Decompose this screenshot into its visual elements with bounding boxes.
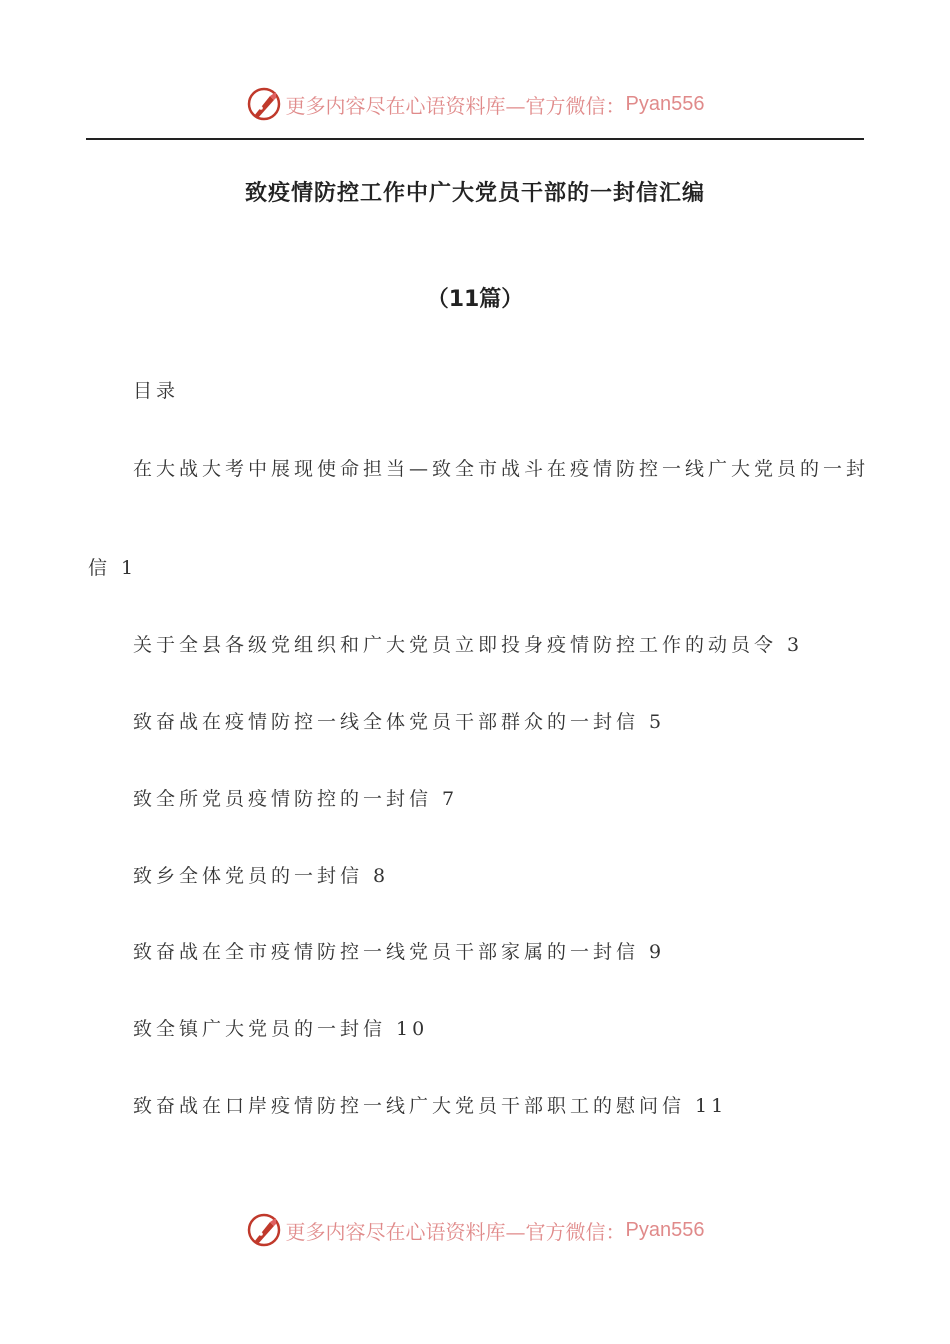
watermark-wechat-id: Pyan556 [625,92,705,115]
document-title: 致疫情防控工作中广大党员干部的一封信汇编 [244,181,705,206]
toc-item: 致全镇广大党员的一封信 10 [133,1018,429,1040]
header-divider [86,138,864,140]
watermark-text: 更多内容尽在心语资料库—官方微信： [285,1219,626,1244]
toc-item: 致奋战在全市疫情防控一线党员干部家属的一封信 9 [133,941,666,963]
toc-item: 关于全县各级党组织和广大党员立即投身疫情防控工作的动员令 3 [133,634,804,656]
toc-heading: 目录 [133,380,180,402]
document-subtitle: （11篇） [426,287,524,312]
header-watermark [0,82,950,126]
toc-item: 致奋战在口岸疫情防控一线广大党员干部职工的慰问信 11 [133,1095,728,1117]
watermark-wechat-id: Pyan556 [625,1218,705,1241]
pen-nib-logo-icon [246,1212,282,1248]
toc-item: 在大战大考中展现使命担当—致全市战斗在疫情防控一线广大党员的一封 [133,458,870,480]
toc-item-continuation: 信 1 [88,557,138,579]
watermark-text: 更多内容尽在心语资料库—官方微信： [285,93,626,118]
toc-item: 致奋战在疫情防控一线全体党员干部群众的一封信 5 [133,711,666,733]
footer-watermark [0,1208,950,1252]
toc-item: 致全所党员疫情防控的一封信 7 [133,788,459,810]
pen-nib-logo-icon [246,86,282,122]
toc-item: 致乡全体党员的一封信 8 [133,865,390,887]
